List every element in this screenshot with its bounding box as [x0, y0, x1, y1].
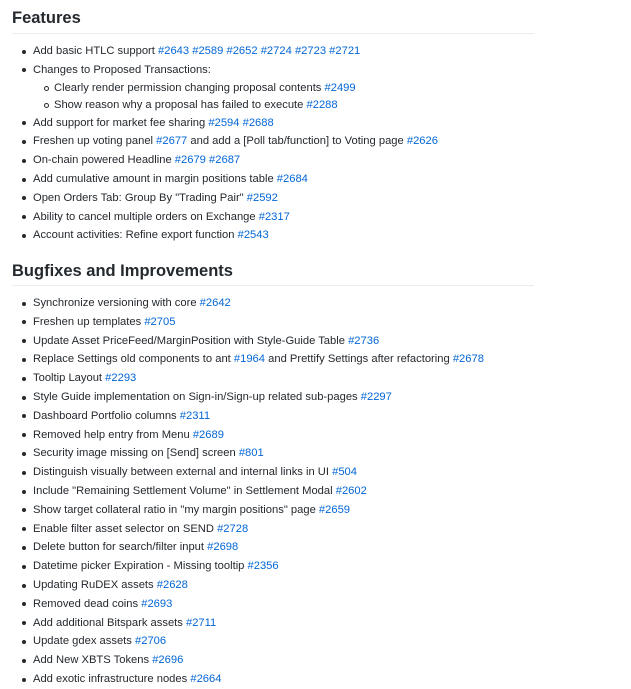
hollow-bullet-icon	[44, 103, 49, 108]
item-text: Replace Settings old components to ant	[33, 353, 234, 366]
item-text: Enable filter asset selector on SEND	[33, 522, 218, 535]
issue-link[interactable]: #2728	[217, 522, 249, 535]
item-text: On-chain powered Headline	[33, 154, 175, 167]
bullet-icon	[22, 234, 26, 238]
issue-link[interactable]: #2317	[258, 210, 290, 223]
bugfixes-heading: Bugfixes and Improvements	[12, 262, 233, 280]
bullet-icon	[22, 140, 26, 144]
bullet-icon	[22, 358, 26, 362]
item-text: Removed help entry from Menu	[33, 428, 193, 441]
bullet-icon	[22, 433, 26, 437]
list-item	[0, 332, 484, 351]
bullet-icon	[22, 50, 26, 54]
features-heading: Features	[12, 9, 81, 27]
item-text: Security image missing on [Send] screen	[33, 447, 239, 460]
bullet-icon	[22, 414, 26, 418]
bullet-icon	[22, 508, 26, 512]
item-text: Tooltip Layout	[33, 372, 106, 385]
item-text: Clearly render permission changing proposal contents	[54, 81, 325, 94]
item-text-continued: and Prettify Settings after refactoring	[265, 353, 453, 366]
item-text: Changes to Proposed Transactions:	[33, 63, 211, 76]
list-item	[0, 444, 484, 463]
bullet-icon	[22, 678, 26, 682]
item-text: Open Orders Tab: Group By "Trading Pair"	[33, 191, 247, 204]
issue-link[interactable]: #2711	[185, 616, 217, 629]
list-item	[0, 151, 438, 170]
bullet-icon	[22, 159, 26, 163]
bullet-icon	[22, 490, 26, 494]
item-text: Update gdex assets	[33, 635, 135, 648]
bullet-icon	[22, 302, 26, 306]
issue-link[interactable]: #2356	[247, 560, 279, 573]
item-text: Datetime picker Expiration - Missing tooltip	[33, 560, 248, 573]
issue-link[interactable]: #2723	[294, 45, 327, 57]
bullet-icon	[22, 121, 26, 125]
item-text: Style Guide implementation on Sign-in/Sign-up related sub-pages	[33, 390, 361, 403]
issue-link[interactable]: #2499	[324, 81, 356, 94]
list-item	[0, 501, 484, 520]
bullet-icon	[22, 452, 26, 456]
issue-link[interactable]: #504	[332, 466, 357, 479]
list-item	[0, 670, 484, 689]
item-text: Add New XBTS Tokens	[33, 654, 153, 667]
issue-link[interactable]: #2652	[226, 45, 258, 57]
issue-link[interactable]: #2642	[199, 297, 231, 309]
issue-link[interactable]: #2643	[158, 45, 190, 57]
issue-link[interactable]: #2679	[174, 154, 206, 167]
bullet-icon	[22, 178, 26, 182]
item-text: Show target collateral ratio in "my margin positions" page	[33, 503, 319, 516]
issue-link[interactable]: #2705	[144, 315, 176, 328]
list-item	[0, 576, 484, 595]
issue-link[interactable]: #2698	[207, 541, 239, 554]
item-text: Dashboard Portfolio columns	[33, 409, 180, 422]
item-text: Add cumulative amount in margin positions table	[33, 172, 277, 185]
issue-link[interactable]: #2592	[246, 191, 278, 204]
issue-link[interactable]: #2602	[335, 484, 367, 497]
issue-link[interactable]: #2706	[135, 635, 167, 648]
bullet-icon	[22, 471, 26, 475]
hollow-bullet-icon	[44, 86, 49, 91]
item-text: Add exotic infrastructure nodes	[33, 672, 191, 685]
item-text: Account activities: Refine export function	[33, 229, 238, 242]
bullet-icon	[22, 377, 26, 381]
issue-link[interactable]: #2689	[192, 428, 224, 441]
item-text: Synchronize versioning with core	[33, 297, 200, 309]
issue-link[interactable]: #2543	[237, 229, 269, 242]
issue-link[interactable]: #2628	[156, 578, 188, 591]
item-text: Show reason why a proposal has failed to execute	[54, 98, 307, 111]
issue-link[interactable]: #2664	[190, 672, 222, 685]
item-text: Add basic HTLC support	[33, 45, 158, 57]
issue-link[interactable]: #2696	[152, 654, 184, 667]
sub-list-item	[0, 97, 438, 114]
list-item	[0, 388, 484, 407]
item-text: Ability to cancel multiple orders on Exchange	[33, 210, 259, 223]
bullet-icon	[22, 602, 26, 606]
list-item	[0, 132, 438, 151]
list-item	[0, 42, 438, 61]
list-item	[0, 426, 484, 445]
item-text: Removed dead coins	[33, 597, 142, 610]
features-list	[0, 42, 438, 245]
issue-link[interactable]: #2678	[452, 353, 484, 366]
issue-link[interactable]: #2293	[105, 372, 137, 385]
list-item	[0, 595, 484, 614]
issue-link[interactable]: #2688	[242, 116, 274, 129]
bullet-icon	[22, 640, 26, 644]
list-item	[0, 538, 484, 557]
bullet-icon	[22, 546, 26, 550]
issue-link[interactable]: #2311	[179, 409, 211, 422]
item-text: Updating RuDEX assets	[33, 578, 157, 591]
bullet-icon	[22, 527, 26, 531]
item-text: Distinguish visually between external and internal links in UI	[33, 466, 333, 479]
item-text: Add additional Bitspark assets	[33, 616, 186, 629]
issue-link[interactable]: #2594	[208, 116, 240, 129]
issue-link[interactable]: #2721	[329, 45, 361, 57]
list-item	[0, 294, 484, 313]
bullet-icon	[22, 584, 26, 588]
issue-link[interactable]: #801	[238, 447, 264, 460]
bullet-icon	[22, 68, 26, 72]
issue-link[interactable]: #1964	[233, 353, 266, 366]
list-item	[0, 651, 484, 670]
item-text: Freshen up templates	[33, 315, 145, 328]
list-item	[0, 407, 484, 426]
list-item	[0, 632, 484, 651]
features-heading-divider	[12, 33, 534, 34]
list-item	[0, 463, 484, 482]
item-text: Freshen up voting panel	[33, 135, 157, 148]
bugfixes-list	[0, 294, 484, 689]
list-item	[0, 350, 484, 369]
item-text: Update Asset PriceFeed/MarginPosition with Style-Guide Table	[33, 334, 349, 347]
bullet-icon	[22, 320, 26, 324]
item-text-continued: and add a [Poll tab/function] to Voting page	[187, 135, 407, 148]
bullet-icon	[22, 215, 26, 219]
list-item	[0, 614, 484, 633]
item-text: Delete button for search/filter input	[33, 541, 208, 554]
issue-link[interactable]: #2684	[276, 172, 308, 185]
list-item	[0, 482, 484, 501]
list-item	[0, 61, 438, 80]
issue-link[interactable]: #2659	[318, 503, 351, 516]
issue-link[interactable]: #2589	[192, 45, 224, 57]
bullet-icon	[22, 339, 26, 343]
bugfixes-heading-divider	[12, 285, 534, 286]
issue-link[interactable]: #2724	[260, 45, 292, 57]
item-text: Include "Remaining Settlement Volume" in Settlement Modal	[33, 484, 336, 497]
issue-link[interactable]: #2693	[141, 597, 173, 610]
issue-link[interactable]: #2736	[348, 334, 380, 347]
list-item	[0, 520, 484, 539]
bullet-icon	[22, 621, 26, 625]
list-item	[0, 189, 438, 208]
list-item	[0, 226, 438, 245]
list-item	[0, 313, 484, 332]
issue-link[interactable]: #2297	[360, 390, 392, 403]
list-item	[0, 170, 438, 189]
issue-link[interactable]: #2626	[406, 135, 438, 148]
list-item	[0, 208, 438, 227]
list-item	[0, 369, 484, 388]
issue-link[interactable]: #2288	[306, 98, 338, 111]
bullet-icon	[22, 396, 26, 400]
bullet-icon	[22, 196, 26, 200]
issue-link[interactable]: #2687	[209, 154, 241, 167]
list-item	[0, 114, 438, 133]
item-text: Add support for market fee sharing	[33, 116, 209, 129]
bullet-icon	[22, 659, 26, 663]
bullet-icon	[22, 565, 26, 569]
sub-list-item	[0, 80, 438, 97]
list-item	[0, 557, 484, 576]
issue-link[interactable]: #2677	[156, 135, 188, 148]
